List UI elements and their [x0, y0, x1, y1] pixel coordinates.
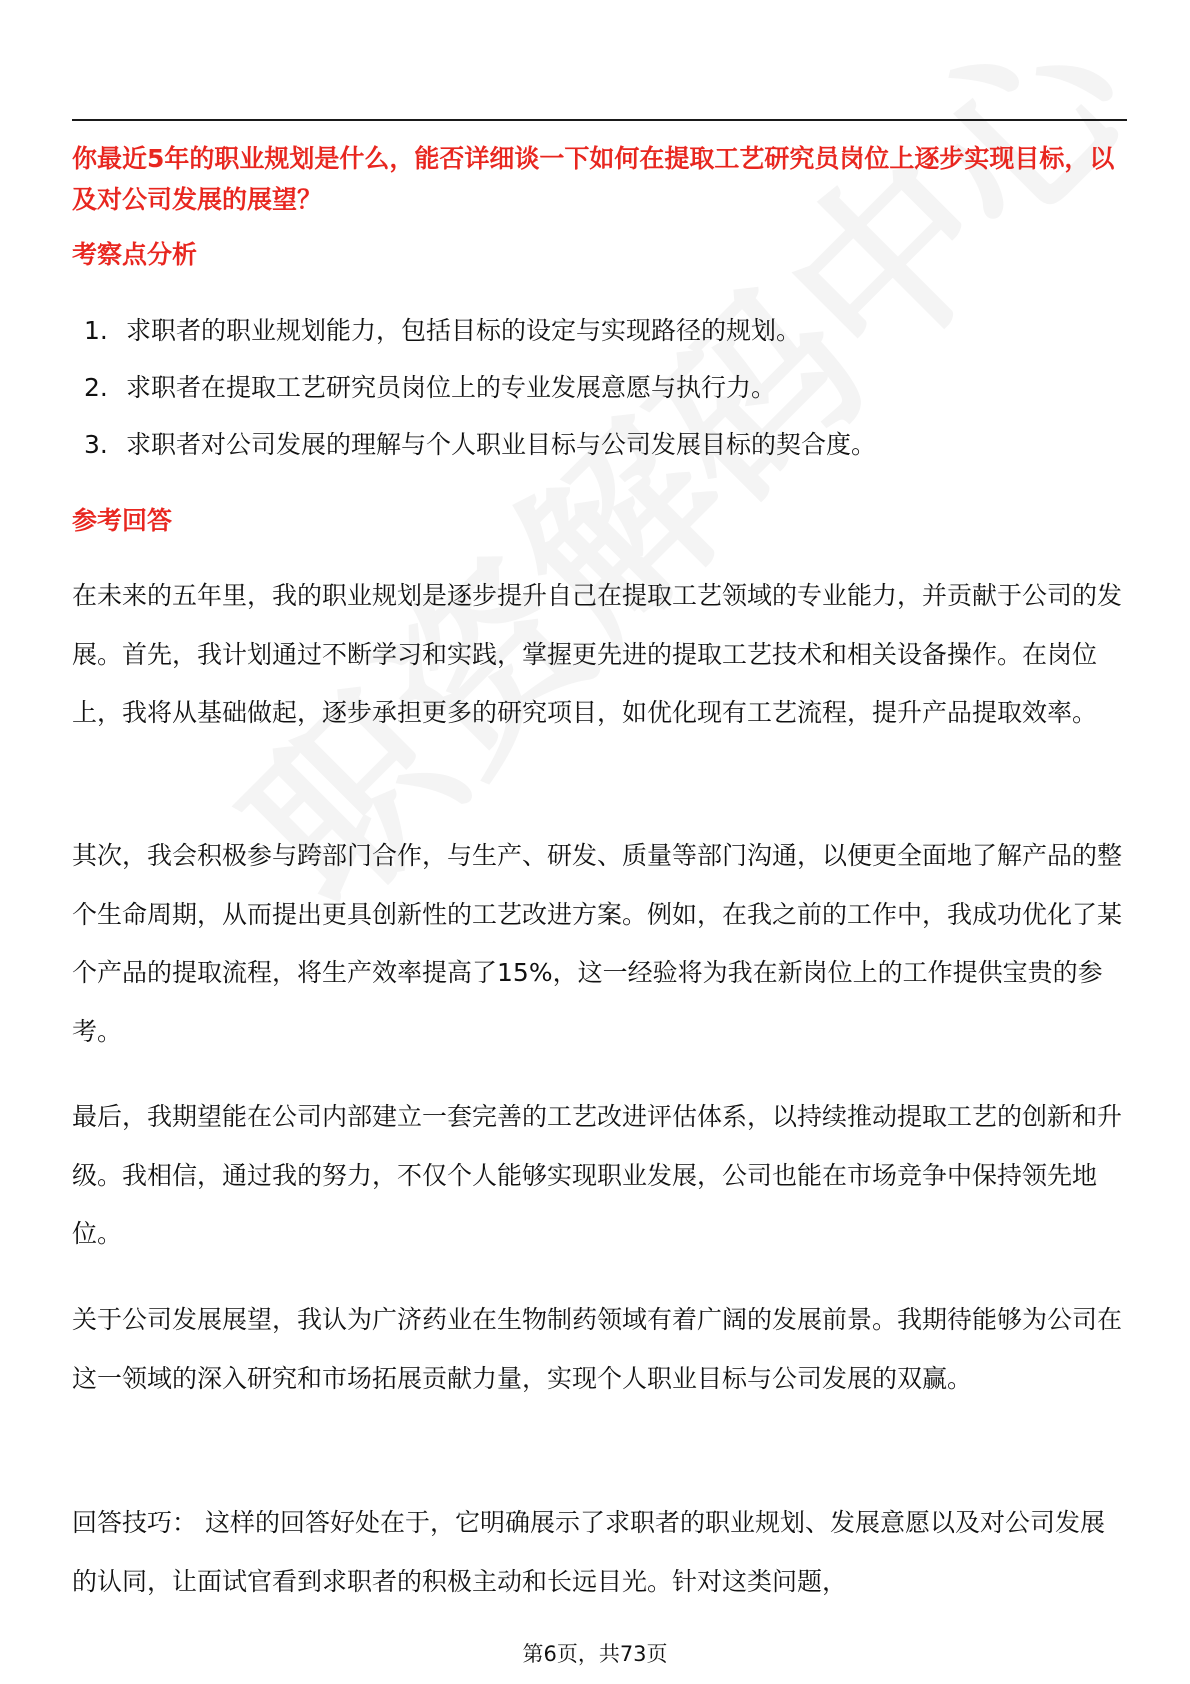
analysis-point	[84, 428, 1124, 462]
analysis-point	[84, 314, 1124, 348]
question-heading: 你最近5年的职业规划是什么，能否详细谈一下如何在提取工艺研究员岗位上逐步实现目标，以及对公司发展的展望？	[72, 144, 1115, 214]
page-number: 第6页，共73页	[522, 1642, 668, 1666]
analysis-point-text: 求职者对公司发展的理解与个人职业目标与公司发展目标的契合度。	[126, 430, 877, 459]
analysis-point-text: 求职者的职业规划能力，包括目标的设定与实现路径的规划。	[126, 316, 802, 345]
analysis-point-number: 2.	[84, 373, 108, 402]
analysis-point	[84, 371, 1124, 405]
analysis-point-number: 1.	[84, 316, 108, 345]
answer-heading: 参考回答	[72, 506, 173, 535]
analysis-heading: 考察点分析	[72, 240, 198, 269]
answer-paragraph: 在未来的五年里，我的职业规划是逐步提升自己在提取工艺领域的专业能力，并贡献于公司的发展。首先，我计划通过不断学习和实践，掌握更先进的提取工艺技术和相关设备操作。在岗位上，我将从基础做起，逐步承担更多的研究项目，如优化现有工艺流程，提升产品提取效率。	[72, 581, 1123, 727]
answer-paragraph: 关于公司发展展望，我认为广济药业在生物制药领域有着广阔的发展前景。我期待能够为公司在这一领域的深入研究和市场拓展贡献力量，实现个人职业目标与公司发展的双赢。	[72, 1305, 1123, 1393]
top-divider	[72, 119, 1127, 121]
analysis-point-text: 求职者在提取工艺研究员岗位上的专业发展意愿与执行力。	[126, 373, 777, 402]
answer-paragraph: 其次，我会积极参与跨部门合作，与生产、研发、质量等部门沟通，以便更全面地了解产品的整个生命周期，从而提出更具创新性的工艺改进方案。例如，在我之前的工作中，我成功优化了某个产品的提取流程，将生产效率提高了15%，这一经验将为我在新岗位上的工作提供宝贵的参考。	[72, 841, 1123, 1046]
answer-paragraph: 最后，我期望能在公司内部建立一套完善的工艺改进评估体系，以持续推动提取工艺的创新和升级。我相信，通过我的努力，不仅个人能够实现职业发展，公司也能在市场竞争中保持领先地位。	[72, 1102, 1123, 1248]
answer-tips-paragraph: 回答技巧： 这样的回答好处在于，它明确展示了求职者的职业规划、发展意愿以及对公司发展的认同，让面试官看到求职者的积极主动和长远目光。针对这类问题，	[72, 1508, 1105, 1596]
analysis-point-number: 3.	[84, 430, 108, 459]
